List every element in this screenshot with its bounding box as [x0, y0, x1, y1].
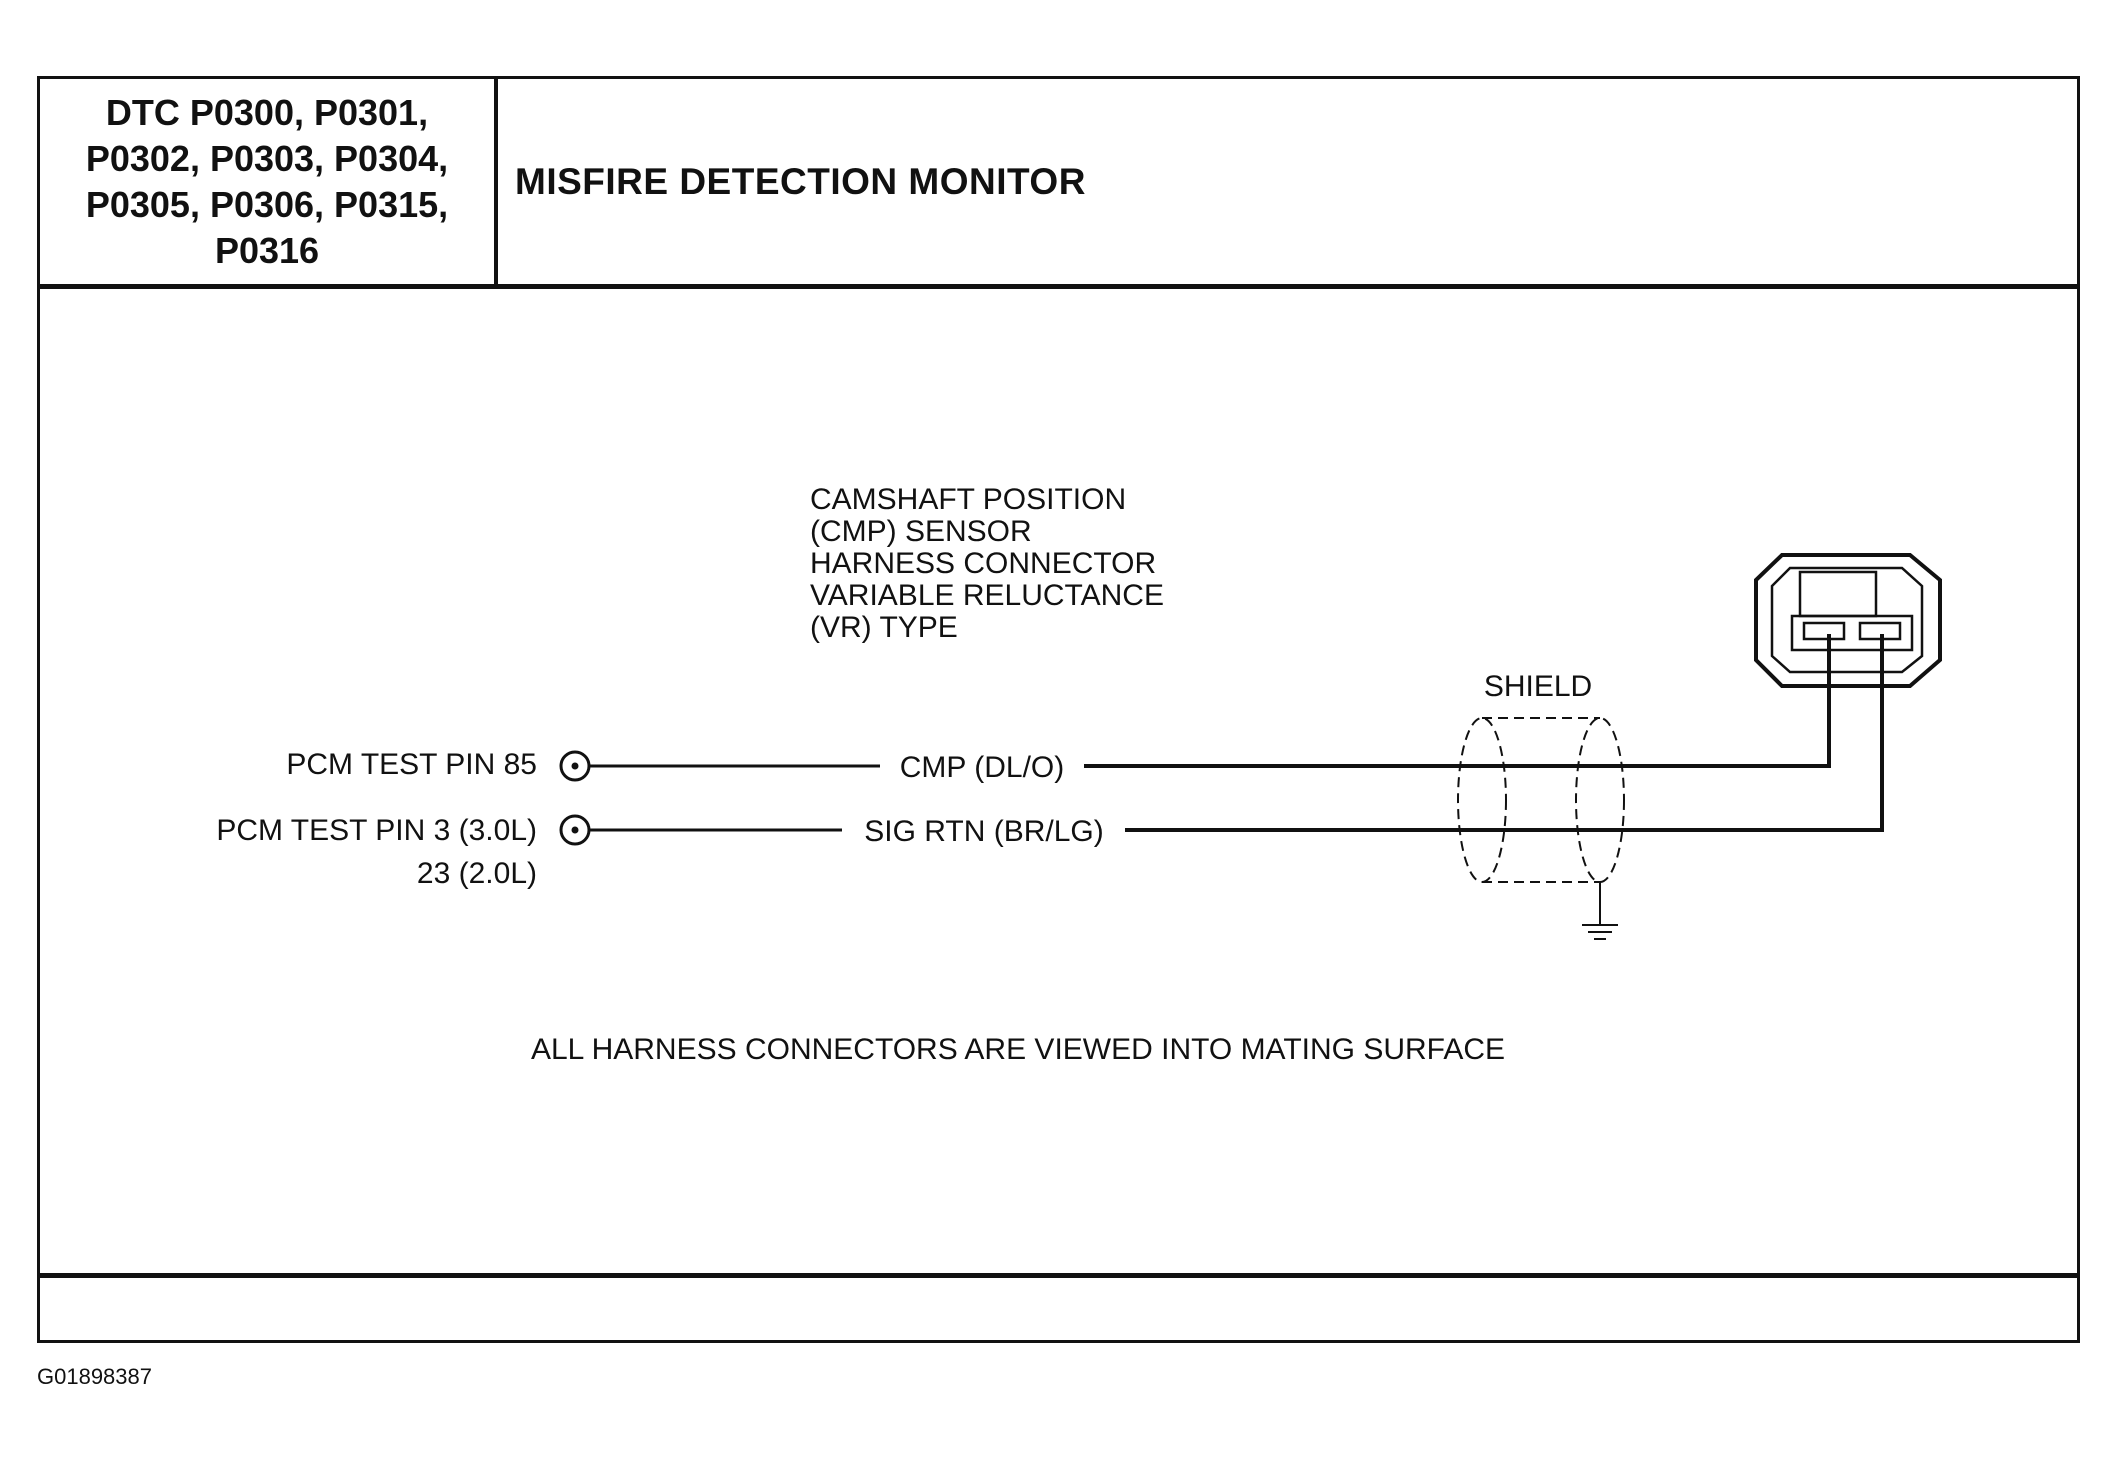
- shield-label: SHIELD: [1483, 670, 1593, 703]
- dtc-line: P0316: [214, 229, 320, 271]
- pin-85-label: PCM TEST PIN 85: [286, 748, 537, 781]
- page-title: MISFIRE DETECTION MONITOR: [515, 160, 1086, 202]
- pin-85-terminal: [561, 752, 589, 780]
- pin-3-alt-label: 23 (2.0L): [416, 857, 537, 890]
- cmp-wire-label: CMP (DL/O): [899, 751, 1065, 784]
- pin-3-terminal: [561, 816, 589, 844]
- sig-rtn-wire-label: SIG RTN (BR/LG): [864, 815, 1104, 848]
- component-label-line: CAMSHAFT POSITION: [810, 483, 1127, 516]
- component-label-line: (VR) TYPE: [810, 611, 958, 644]
- sig-rtn-wire: [589, 634, 1884, 832]
- dtc-line: P0305, P0306, P0315,: [85, 183, 449, 225]
- cmp-connector-icon: [1756, 555, 1940, 686]
- dtc-line: P0302, P0303, P0304,: [85, 137, 449, 179]
- ground-icon: [1582, 882, 1618, 939]
- component-label-line: (CMP) SENSOR: [810, 515, 1032, 548]
- component-label-line: VARIABLE RELUCTANCE: [810, 579, 1164, 612]
- pin-3-label: PCM TEST PIN 3 (3.0L): [216, 814, 537, 847]
- dtc-line: DTC P0300, P0301,: [105, 91, 429, 133]
- connector-view-note: ALL HARNESS CONNECTORS ARE VIEWED INTO MATING SURFACE: [530, 1033, 1506, 1066]
- cmp-wire: [589, 634, 1830, 768]
- component-label-line: HARNESS CONNECTOR: [810, 547, 1157, 580]
- component-label: [810, 483, 1172, 644]
- shield-icon: [1458, 718, 1624, 882]
- figure-id: G01898387: [37, 1364, 152, 1389]
